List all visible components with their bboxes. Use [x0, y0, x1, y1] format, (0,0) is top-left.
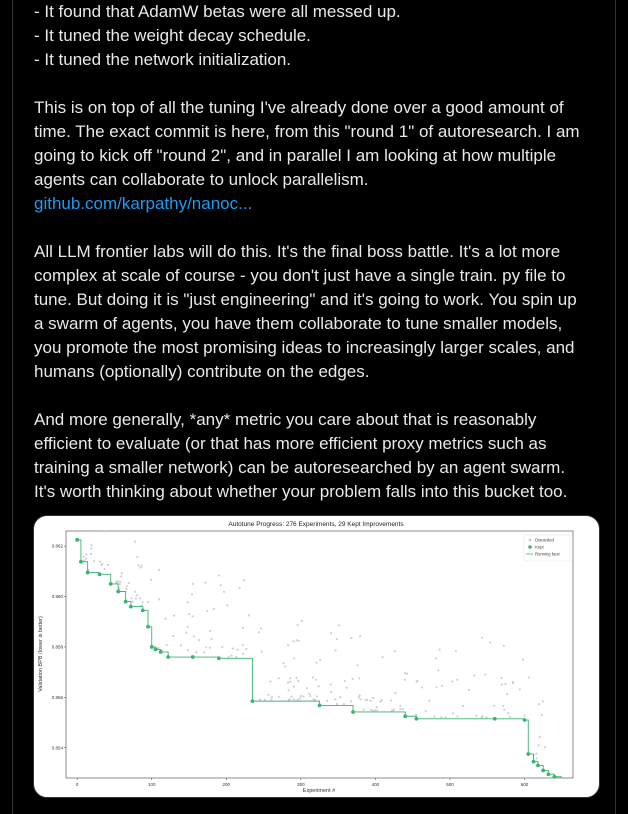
discarded-point [292, 640, 294, 642]
discarded-point [136, 556, 138, 558]
discarded-point [346, 687, 348, 689]
discarded-point [512, 681, 514, 683]
tweet-text [34, 0, 604, 504]
discarded-point [359, 635, 361, 637]
discarded-point [524, 715, 526, 717]
discarded-point [509, 716, 511, 718]
discarded-point [297, 624, 299, 626]
chart-title: Autotune Progress: 276 Experiments, 29 Kept Improvements [228, 521, 404, 528]
discarded-point [522, 659, 524, 661]
paragraph-line: training a smaller network) can be autoresearched by an agent swarm. [34, 458, 566, 477]
discarded-point [360, 698, 362, 700]
discarded-point [267, 694, 269, 696]
discarded-point [468, 689, 470, 691]
discarded-point [195, 651, 197, 653]
discarded-point [404, 679, 406, 681]
discarded-point [336, 703, 338, 705]
discarded-point [121, 572, 123, 574]
discarded-point [343, 703, 345, 705]
discarded-point [264, 699, 266, 701]
x-tick-label: 600 [520, 782, 529, 787]
discarded-point [439, 649, 441, 651]
discarded-point [297, 680, 299, 682]
discarded-point [173, 615, 175, 617]
discarded-point [85, 558, 87, 560]
discarded-point [287, 682, 289, 684]
kept-point [532, 760, 536, 764]
discarded-point [344, 680, 346, 682]
kept-point [141, 608, 145, 612]
discarded-point [300, 695, 302, 697]
kept-point [98, 572, 102, 576]
discarded-point [363, 709, 365, 711]
discarded-point [421, 686, 423, 688]
kept-point [166, 655, 170, 659]
paragraph-line: This is on top of all the tuning I've already done over a good amount of [34, 98, 564, 117]
discarded-point [306, 687, 308, 689]
discarded-point [541, 714, 543, 716]
discarded-point [502, 705, 504, 707]
discarded-point [235, 656, 237, 658]
discarded-point [435, 657, 437, 659]
discarded-point [147, 601, 149, 603]
discarded-point [278, 677, 280, 679]
discarded-point [165, 618, 167, 620]
discarded-point [475, 715, 477, 717]
kept-point [541, 769, 545, 773]
discarded-point [326, 700, 328, 702]
discarded-point [232, 648, 234, 650]
discarded-point [192, 583, 194, 585]
discarded-point [99, 561, 101, 563]
discarded-point [287, 644, 289, 646]
kept-point [403, 714, 407, 718]
discarded-point [288, 689, 290, 691]
discarded-point [441, 685, 443, 687]
discarded-point [103, 568, 105, 570]
discarded-point [290, 696, 292, 698]
discarded-point [330, 683, 332, 685]
discarded-point [359, 694, 361, 696]
discarded-point [166, 644, 168, 646]
discarded-point [226, 604, 228, 606]
discarded-point [404, 672, 406, 674]
discarded-point [90, 547, 92, 549]
discarded-point [399, 708, 401, 710]
plot-area [66, 531, 573, 778]
discarded-point [415, 714, 417, 716]
x-tick-label: 500 [446, 782, 454, 787]
kept-point [109, 582, 113, 586]
discarded-point [139, 597, 141, 599]
right-column-border [615, 0, 616, 814]
discarded-point [130, 597, 132, 599]
discarded-point [428, 700, 430, 702]
discarded-point [192, 615, 194, 617]
discarded-point [539, 736, 541, 738]
kept-point [536, 763, 540, 767]
discarded-point [242, 653, 244, 655]
discarded-point [350, 700, 352, 702]
discarded-point [90, 544, 92, 546]
discarded-point [187, 601, 189, 603]
discarded-point [358, 677, 360, 679]
discarded-point [119, 583, 121, 585]
discarded-point [437, 669, 439, 671]
discarded-point [436, 686, 438, 688]
kept-point [526, 752, 530, 756]
discarded-point [299, 697, 301, 699]
paragraph-line: a swarm of agents, you have them collaborate to tune smaller models, [34, 314, 563, 333]
discarded-point [140, 566, 142, 568]
discarded-point [318, 685, 320, 687]
discarded-point [376, 706, 378, 708]
discarded-point [382, 656, 384, 658]
discarded-point [394, 650, 396, 652]
legend-kept-marker [528, 545, 532, 549]
discarded-point [237, 649, 239, 651]
discarded-point [503, 709, 505, 711]
legend-running-best-label: Running best [535, 551, 560, 557]
discarded-point [180, 644, 182, 646]
discarded-point [312, 676, 314, 678]
discarded-point [158, 569, 160, 571]
kept-point [250, 699, 254, 703]
kept-point [415, 717, 419, 721]
discarded-point [140, 604, 142, 606]
discarded-point [218, 574, 220, 576]
x-tick-label: 200 [222, 782, 231, 787]
paragraph-line: agents can collaborate to unlock parallelism. [34, 170, 369, 189]
x-tick-label: 0 [75, 782, 79, 787]
discarded-point [284, 665, 286, 667]
discarded-point [137, 564, 139, 566]
discarded-point [128, 582, 130, 584]
discarded-point [293, 657, 295, 659]
discarded-point [293, 686, 295, 688]
discarded-point [289, 677, 291, 679]
discarded-point [370, 700, 372, 702]
x-tick-label: 400 [371, 782, 380, 787]
kept-point [523, 718, 527, 722]
discarded-point [334, 698, 336, 700]
discarded-point [172, 635, 174, 637]
kept-point [86, 571, 90, 575]
y-axis-label: Validation BPB (lower is better) [38, 616, 44, 692]
discarded-point [312, 698, 314, 700]
discarded-point [211, 638, 213, 640]
discarded-point [500, 677, 502, 679]
discarded-point [538, 703, 540, 705]
discarded-point [501, 684, 503, 686]
kept-point [150, 645, 154, 649]
discarded-point [319, 659, 321, 661]
discarded-point [126, 585, 128, 587]
discarded-point [372, 709, 374, 711]
kept-point [154, 648, 158, 652]
kept-point [493, 717, 497, 721]
discarded-point [416, 680, 418, 682]
paragraph-line: humans (optionally) contribute on the edges. [34, 362, 370, 381]
discarded-point [105, 530, 107, 532]
running-best-line [77, 537, 562, 777]
discarded-point [364, 699, 366, 701]
discarded-point [83, 559, 85, 561]
discarded-point [134, 591, 136, 593]
y-tick-label: 0.858 [51, 644, 63, 650]
discarded-point [381, 699, 383, 701]
paragraph-line: efficient to evaluate (or that has more efficient proxy metrics such as [34, 434, 547, 453]
discarded-point [339, 696, 341, 698]
discarded-point [519, 688, 521, 690]
legend-discarded-marker [529, 539, 532, 542]
discarded-point [334, 649, 336, 651]
left-column-border [12, 0, 13, 814]
legend-kept-label: Kept [535, 544, 544, 550]
discarded-point [125, 588, 127, 590]
discarded-point [330, 632, 332, 634]
paragraph-line: All LLM frontier labs will do this. It's the final boss battle. It's a lot more [34, 242, 561, 261]
discarded-point [391, 710, 393, 712]
discarded-point [289, 681, 291, 683]
discarded-point [493, 705, 495, 707]
discarded-point [356, 664, 358, 666]
discarded-point [209, 630, 211, 632]
discarded-point [259, 698, 261, 700]
discarded-point [503, 645, 505, 647]
discarded-point [425, 710, 427, 712]
discarded-point [452, 712, 454, 714]
kept-point [124, 600, 128, 604]
discarded-point [245, 648, 247, 650]
discarded-point [315, 679, 317, 681]
discarded-point [473, 674, 475, 676]
discarded-point [372, 697, 374, 699]
discarded-point [302, 695, 304, 697]
paragraph-line: complex at scale of course - you don't just have a single train. py file to [34, 266, 566, 285]
discarded-point [462, 705, 464, 707]
github-link[interactable]: github.com/karpathy/nanoc... [34, 194, 253, 213]
discarded-point [451, 680, 453, 682]
discarded-point [393, 708, 395, 710]
discarded-point [296, 639, 298, 641]
discarded-point [185, 632, 187, 634]
chart-image[interactable] [33, 515, 600, 798]
discarded-point [85, 553, 87, 555]
kept-point [129, 605, 133, 609]
legend-discarded-label: Discarded [535, 537, 554, 543]
x-tick-label: 300 [297, 782, 305, 787]
discarded-point [83, 556, 85, 558]
discarded-point [374, 709, 376, 711]
discarded-point [370, 709, 372, 711]
paragraph-line: time. The exact commit is here, from this "round 1" of autoresearch. I am [34, 122, 580, 141]
kept-point [191, 655, 195, 659]
discarded-point [242, 644, 244, 646]
discarded-point [188, 613, 190, 615]
discarded-point [297, 699, 299, 701]
discarded-point [204, 582, 206, 584]
discarded-point [538, 744, 540, 746]
discarded-point [119, 581, 121, 583]
discarded-point [338, 624, 340, 626]
x-tick-label: 100 [147, 782, 156, 787]
discarded-point [440, 716, 442, 718]
y-tick-label: 0.854 [51, 745, 63, 751]
discarded-point [187, 626, 189, 628]
discarded-point [402, 708, 404, 710]
discarded-point [394, 692, 396, 694]
kept-point [318, 704, 322, 708]
paragraph-line: you promote the most promising ideas to increasingly larger scales, and [34, 338, 575, 357]
discarded-point [456, 679, 458, 681]
discarded-point [301, 620, 303, 622]
discarded-point [366, 699, 368, 701]
discarded-point [481, 716, 483, 718]
discarded-point [315, 662, 317, 664]
discarded-point [134, 540, 136, 542]
discarded-point [308, 693, 310, 695]
discarded-point [203, 651, 205, 653]
discarded-point [336, 638, 338, 640]
y-tick-label: 0.860 [51, 594, 63, 600]
discarded-point [399, 705, 401, 707]
discarded-point [542, 700, 544, 702]
discarded-point [120, 575, 122, 577]
discarded-point [242, 627, 244, 629]
kept-point [116, 590, 120, 594]
discarded-point [444, 716, 446, 718]
discarded-point [90, 553, 92, 555]
kept-point [217, 656, 221, 660]
paragraph-line: going to kick off "round 2", and in parallel I am looking at how multiple [34, 146, 557, 165]
discarded-point [93, 560, 95, 562]
discarded-point [258, 631, 260, 633]
discarded-point [191, 593, 193, 595]
discarded-point [223, 591, 225, 593]
discarded-point [481, 637, 483, 639]
discarded-point [282, 662, 284, 664]
discarded-point [243, 579, 245, 581]
discarded-point [132, 601, 134, 603]
discarded-point [213, 608, 215, 610]
discarded-point [456, 715, 458, 717]
kept-point [546, 772, 550, 776]
discarded-point [528, 676, 530, 678]
discarded-point [206, 610, 208, 612]
discarded-point [296, 677, 298, 679]
discarded-point [536, 757, 538, 759]
discarded-point [288, 698, 290, 700]
discarded-point [248, 614, 250, 616]
paragraph-line: tune. But doing it is "just engineering" and it's going to work. You spin up [34, 290, 577, 309]
discarded-point [142, 601, 144, 603]
kept-point [79, 560, 83, 564]
chart-legend [524, 535, 570, 561]
discarded-point [239, 587, 241, 589]
discarded-point [316, 695, 318, 697]
discarded-point [504, 683, 506, 685]
discarded-point [535, 753, 537, 755]
discarded-point [390, 699, 392, 701]
x-axis-label: Experiment # [302, 788, 336, 794]
discarded-point [376, 709, 378, 711]
discarded-point [220, 584, 222, 586]
paragraph-line: And more generally, *any* metric you care about that is reasonably [34, 410, 537, 429]
discarded-point [298, 640, 300, 642]
discarded-point [350, 637, 352, 639]
discarded-point [136, 594, 138, 596]
discarded-point [205, 646, 207, 648]
discarded-point [150, 579, 152, 581]
discarded-point [228, 656, 230, 658]
discarded-point [507, 712, 509, 714]
discarded-point [209, 647, 211, 649]
discarded-point [230, 655, 232, 657]
autotune-chart [34, 516, 599, 797]
kept-point [552, 775, 556, 779]
discarded-point [261, 651, 263, 653]
discarded-point [270, 698, 272, 700]
list-item: - It tuned the weight decay schedule. [34, 26, 311, 45]
discarded-point [330, 691, 332, 693]
discarded-point [484, 673, 486, 675]
discarded-point [293, 698, 295, 700]
discarded-point [193, 635, 195, 637]
discarded-point [271, 696, 273, 698]
discarded-point [309, 695, 311, 697]
kept-point [351, 710, 355, 714]
kept-point [75, 538, 79, 542]
discarded-point [221, 646, 223, 648]
y-tick-label: 0.856 [51, 694, 63, 700]
discarded-point [198, 639, 200, 641]
list-item: - It tuned the network initialization. [34, 50, 292, 69]
discarded-point [107, 564, 109, 566]
discarded-point [358, 696, 360, 698]
y-tick-label: 0.862 [51, 543, 63, 549]
discarded-point [158, 598, 160, 600]
discarded-point [278, 696, 280, 698]
kept-point [159, 650, 163, 654]
discarded-point [489, 641, 491, 643]
discarded-point [260, 627, 262, 629]
paragraph-line: It's worth thinking about whether your problem falls into this bucket too. [34, 482, 568, 501]
discarded-point [115, 580, 117, 582]
discarded-point [406, 673, 408, 675]
discarded-point [485, 716, 487, 718]
discarded-point [455, 650, 457, 652]
discarded-point [352, 678, 354, 680]
discarded-point [269, 680, 271, 682]
discarded-point [506, 693, 508, 695]
discarded-point [433, 716, 435, 718]
discarded-point [187, 649, 189, 651]
discarded-point [101, 564, 103, 566]
list-item: - It found that AdamW betas were all messed up. [34, 2, 401, 21]
kept-point [146, 625, 150, 629]
discarded-point [544, 746, 546, 748]
discarded-point [135, 597, 137, 599]
